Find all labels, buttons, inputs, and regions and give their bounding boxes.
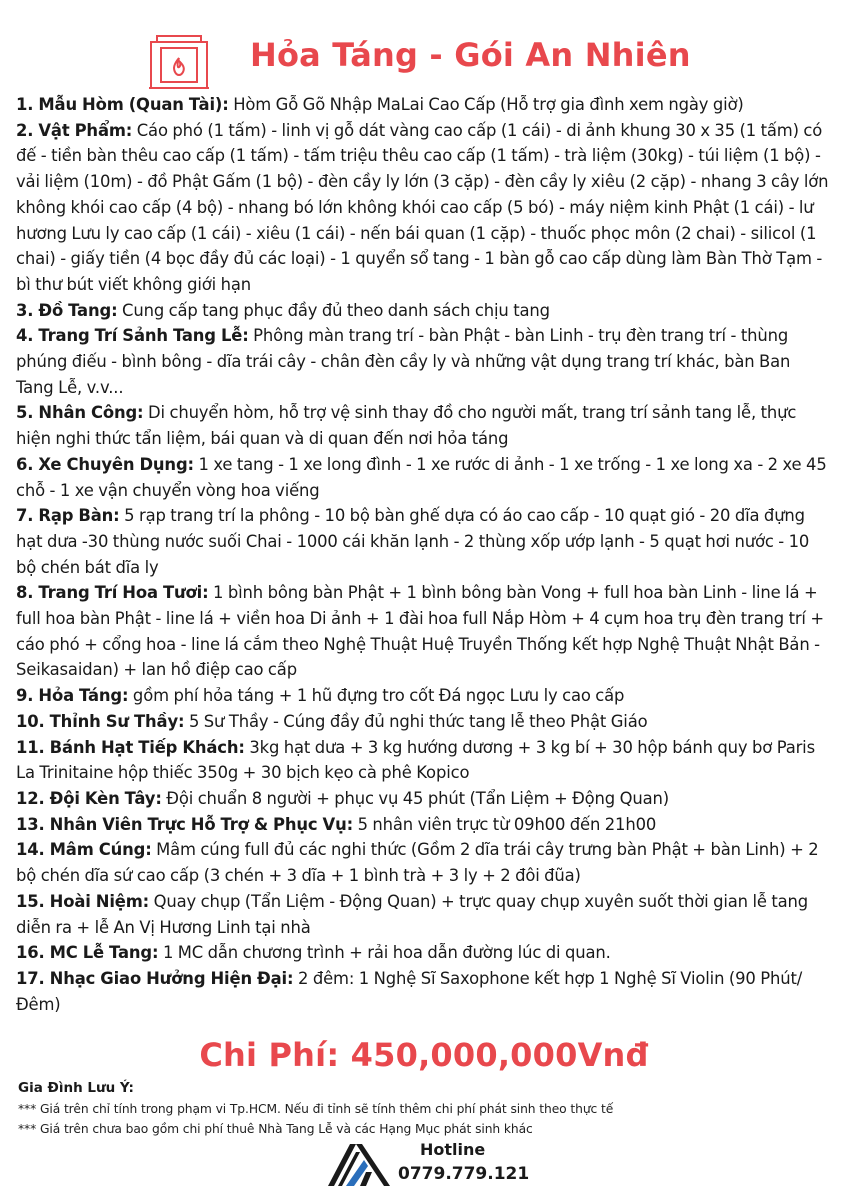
list-item: 8. Trang Trí Hoa Tươi: 1 bình bông bàn Phật + 1 bình bông bàn Vong + full hoa bàn Linh - line lá + full hoa bàn Phật - line lá + viền hoa Di ảnh + 1 đài hoa full Nắp Hòm + 4 cụm hoa trụ đèn trang trí + cáo phó + cổng hoa - line lá cắm theo Nghệ Thuật Huệ Truyền Thống kết hợp Nghệ Thuật Nhật Bản - Seikasaidan) + lan hồ điệp cao cấp (16, 583, 824, 680)
list-item: 16. MC Lễ Tang: 1 MC dẫn chương trình + rải hoa dẫn đường lúc di quan. (16, 943, 611, 963)
list-item: 5. Nhân Công: Di chuyển hòm, hỗ trợ vệ sinh thay đồ cho người mất, trang trí sảnh tang lễ, thực hiện nghi thức tẩn liệm, bái quan và di quan đến nơi hỏa táng (16, 403, 797, 449)
list-item: 7. Rạp Bàn: 5 rạp trang trí la phông - 10 bộ bàn ghế dựa có áo cao cấp - 10 quạt gió - 20 dĩa đựng hạt dưa -30 thùng nước suối Chai - 1000 cái khăn lạnh - 2 thùng xốp ướp lạnh - 5 quạt hơi nước - 10 bộ chén bát dĩa ly (16, 506, 810, 577)
list-item: 1. Mẫu Hòm (Quan Tài): Hòm Gỗ Gõ Nhập MaLai Cao Cấp (Hỗ trợ gia đình xem ngày giờ) (16, 95, 744, 114)
list-item: 9. Hỏa Táng: gồm phí hỏa táng + 1 hũ đựng tro cốt Đá ngọc Lưu ly cao cấp (16, 686, 625, 706)
hotline-number[interactable]: 0779.779.121 (398, 1164, 530, 1184)
notes-title: Gia Đình Lưu Ý: (18, 1080, 134, 1096)
page-title: Hỏa Táng - Gói An Nhiên (250, 36, 691, 74)
package-price: Chi Phí: 450,000,000Vnđ (199, 1036, 649, 1074)
list-item: 3. Đồ Tang: Cung cấp tang phục đầy đủ theo danh sách chịu tang (16, 300, 550, 320)
list-item: 6. Xe Chuyên Dụng: 1 xe tang - 1 xe long đình - 1 xe rước di ảnh - 1 xe trống - 1 xe long xa - 2 xe 45 chỗ - 1 xe vận chuyển vòng hoa viếng (16, 454, 827, 500)
list-item: 12. Đội Kèn Tây: Đội chuẩn 8 người + phục vụ 45 phút (Tẩn Liệm + Động Quan) (16, 788, 669, 808)
list-item: 15. Hoài Niệm: Quay chụp (Tẩn Liệm - Động Quan) + trực quay chụp xuyên suốt thời gian lễ tang diễn ra + lễ An Vị Hương Linh tại nhà (16, 891, 809, 937)
note-line: *** Giá trên chưa bao gồm chi phí thuê Nhà Tang Lễ và các Hạng Mục phát sinh khác (18, 1122, 533, 1136)
note-line: *** Giá trên chỉ tính trong phạm vi Tp.HCM. Nếu đi tỉnh sẽ tính thêm chi phí phát sinh theo thực tế (18, 1102, 614, 1116)
package-items (16, 92, 832, 1017)
list-item: 11. Bánh Hạt Tiếp Khách: 3kg hạt dưa + 3 kg hướng dương + 3 kg bí + 30 hộp bánh quy bơ Paris La Trinitaine hộp thiếc 350g + 30 bịch kẹo cà phê Kopico (16, 737, 815, 783)
list-item: 13. Nhân Viên Trực Hỗ Trợ & Phục Vụ: 5 nhân viên trực từ 09h00 đến 21h00 (16, 814, 657, 834)
list-item: 17. Nhạc Giao Hưởng Hiện Đại: 2 đêm: 1 Nghệ Sĩ Saxophone kết hợp 1 Nghệ Sĩ Violin (90 Phút/Đêm) (16, 968, 803, 1014)
list-item: 10. Thỉnh Sư Thầy: 5 Sư Thầy - Cúng đầy đủ nghi thức tang lễ theo Phật Giáo (16, 711, 648, 731)
list-item: 2. Vật Phẩm: Cáo phó (1 tấm) - linh vị gỗ dát vàng cao cấp (1 cái) - di ảnh khung 30 x 35 (1 tấm) có đế - tiền bàn thêu cao cấp (1 tấm) - tấm triệu thêu cao cấp (1 tấm) - trà liệm (30kg) - túi liệm (1 bộ) - vải liệm (10m) - đồ Phật Gấm (1 bộ) - đèn cầy ly lớn (3 cặp) - đèn cầy ly xiêu (2 cặp) - nhang 3 cây lớn không khói cao cấp (4 bộ) - nhang bó lớn không khói cao cấp (5 bó) - máy niệm kinh Phật (1 cái) - lư hương Lưu ly cao cấp (1 cái) - xiêu (1 cái) - nến bái quan (1 cặp) - thuốc phọc môn (2 chai) - silicol (1 chai) - giấy tiền (4 bọc đầy đủ các loại) - 1 quyển sổ tang - 1 bàn gỗ cao cấp dùng làm Bàn Thờ Tạm - bì thư bút viết không giới hạn (16, 120, 829, 294)
list-item: 4. Trang Trí Sảnh Tang Lễ: Phông màn trang trí - bàn Phật - bàn Linh - trụ đèn trang trí - thùng phúng điếu - bình bông - dĩa trái cây - chân đèn cầy ly và những vật dụng trang trí khác, bàn Ban Tang Lễ, v.v... (16, 326, 791, 397)
hotline-label: Hotline (420, 1140, 486, 1159)
cremation-furnace-icon (147, 28, 211, 92)
list-item: 14. Mâm Cúng: Mâm cúng full đủ các nghi thức (Gồm 2 dĩa trái cây trưng bàn Phật + bàn Linh) + 2 bộ chén dĩa sứ cao cấp (3 chén + 3 dĩa + 1 bình trà + 3 ly + 2 đôi đũa) (16, 840, 819, 886)
company-logo-icon (326, 1142, 392, 1188)
page-header (0, 22, 848, 92)
